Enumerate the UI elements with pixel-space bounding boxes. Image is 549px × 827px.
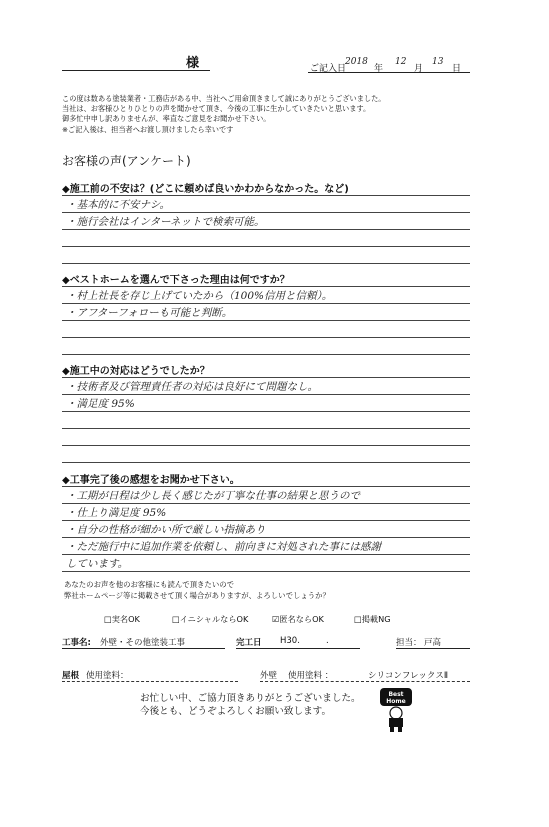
survey-title: お客様の声(アンケート) (62, 154, 191, 168)
answer-line: しています。 (66, 558, 129, 570)
wall-paint-label: 使用塗料 ： (288, 671, 334, 681)
answer-line: ・自分の性格が細かい所で厳しい指摘あり (66, 524, 266, 536)
option-no-publish-checkbox[interactable]: □掲載NG (354, 614, 391, 624)
answer-line: ・工期が日程は少し長く感じたが丁寧な仕事の結果と思うので (66, 490, 360, 502)
roof-paint-line (62, 681, 238, 682)
date-label: ご記入日 (310, 64, 347, 74)
question-4-title: ◆工事完了後の感想をお聞かせ下さい。 (62, 475, 240, 486)
mascot-logo-line2: Home (386, 698, 406, 705)
consent-line: あなたのお声を他のお客様にも読んで頂きたいので (64, 580, 234, 589)
date-year-unit: 年 (374, 64, 384, 74)
answer-line: ・アフターフォローも可能と判断。 (66, 307, 233, 319)
intro-line: ※ご記入後は、担当者へお渡し頂けましたら幸いです (62, 124, 234, 134)
question-3-title: ◆施工中の対応はどうでしたか？ (62, 366, 210, 377)
intro-line: 当社は、お客様ひとりひとりの声を聞かせて頂き、今後の工事に生かしていきたいと思います。 (62, 104, 371, 114)
completion-date-value: H30. (280, 636, 300, 646)
mascot-logo (378, 686, 414, 738)
answer-line: ・基本的に不安ナシ。 (66, 199, 170, 211)
answer-line: ・村上社長を存じ上げていたから（100%信用と信頼）。 (66, 290, 333, 302)
completion-date-underline (236, 648, 360, 649)
wall-label: 外壁 (260, 671, 278, 681)
wall-paint-value: シリコンフレックスⅡ (368, 671, 449, 681)
consent-line: 弊社ホームページ等に掲載させて頂く場合がありますが、よろしいでしょうか？ (64, 590, 330, 600)
intro-line: この度は数ある塗装業者・工務店がある中、当社へご用命頂きまして誠にありがとうございました。 (62, 94, 386, 103)
closing-line: お忙しい中、ご協力頂きありがとうございました。 (140, 693, 361, 704)
date-year-value: 2018 (345, 57, 368, 67)
question-1-title: ◆施工前の不安は？(どこに頼めば良いかわからなかった。など) (62, 184, 349, 195)
answer-line: ・仕上り満足度 95% (66, 507, 167, 519)
question-2-answer-area (62, 286, 470, 355)
closing-message (140, 692, 361, 718)
answer-line: ・満足度 95% (66, 398, 135, 410)
publication-consent-text (64, 580, 330, 601)
closing-line: 今後とも、どうぞよろしくお願い致します。 (140, 706, 332, 717)
question-3-answer-area (62, 377, 470, 463)
mascot-logo-line1: Best (388, 691, 404, 698)
option-initials-checkbox[interactable]: □イニシャルならOK (172, 614, 249, 624)
intro-text (62, 94, 502, 135)
roof-paint-label: 使用塗料： (86, 671, 129, 681)
honorific-label: 様 (186, 56, 200, 71)
answer-line: ・施行会社はインターネットで検索可能。 (66, 216, 265, 228)
question-1-answer-area (62, 195, 470, 264)
answer-line: ・技術者及び管理責任者の対応は良好にて問題なし。 (66, 381, 318, 393)
staff-value: 戸高 (424, 638, 442, 648)
work-name-underline (62, 648, 225, 649)
wall-paint-line (260, 681, 470, 682)
roof-label: 屋根 (62, 671, 80, 681)
date-month-value: 12 (395, 57, 407, 67)
staff-underline (396, 648, 470, 649)
option-real-name-checkbox[interactable]: □実名OK (104, 614, 140, 624)
date-day-unit: 日 (452, 64, 462, 74)
question-4-answer-area (62, 486, 470, 572)
date-month-unit: 月 (414, 64, 424, 74)
intro-line: 御多忙中申し訳ありませんが、率直なご意見をお聞かせ下さい。 (62, 114, 271, 124)
option-anonymous-checkbox[interactable]: ☑匿名ならOK (272, 614, 324, 624)
date-underline (308, 72, 470, 73)
completion-date-label: 完工日 (236, 638, 262, 648)
date-day-value: 13 (432, 57, 444, 67)
answer-line: ・ただ施行中に追加作業を依頼し、前向きに対処された事には感謝 (66, 541, 381, 553)
work-name-label: 工事名: (62, 638, 91, 648)
completion-date-dot: . (326, 636, 329, 646)
staff-label: 担当： (396, 638, 422, 648)
work-name-value: 外壁・その他塗装工事 (100, 638, 186, 648)
question-2-title: ◆ベストホームを選んで下さった理由は何ですか？ (62, 275, 290, 286)
mascot-icon (378, 686, 414, 734)
